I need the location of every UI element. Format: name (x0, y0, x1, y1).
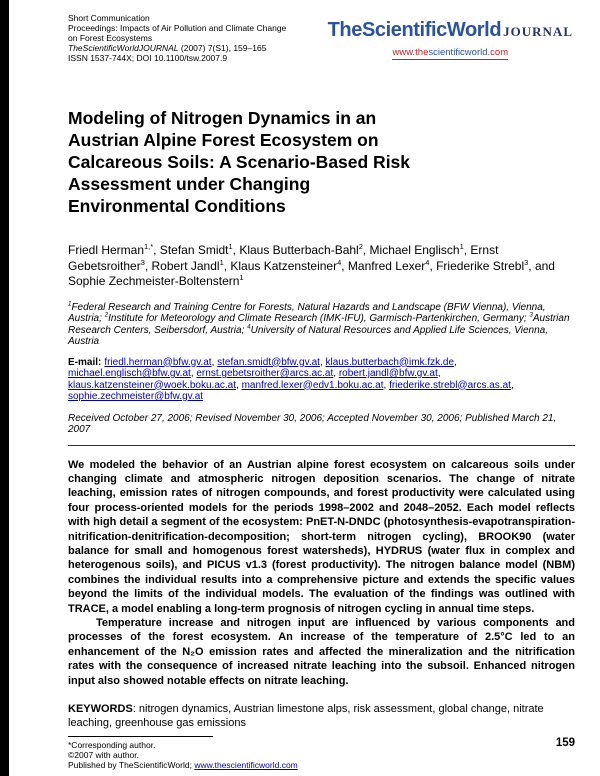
logo-the: The (327, 19, 362, 41)
keywords-label: KEYWORDS (68, 703, 133, 715)
issn-doi: ISSN 1537-744X; DOI 10.1100/tsw.2007.9 (68, 53, 228, 63)
title-line: Calcareous Soils: A Scenario-Based Risk (68, 152, 411, 172)
publisher-text: Published by TheScientificWorld; (68, 760, 195, 770)
email-link[interactable]: sophie.zechmeister@bfw.gv.at (68, 391, 204, 402)
journal-url-pre: www.the (392, 47, 429, 58)
title-line: Austrian Alpine Forest Ecosystem on (68, 130, 379, 150)
header-divider (68, 445, 575, 446)
title-line: Assessment under Changing (68, 174, 311, 194)
email-label: E-mail: (68, 356, 102, 368)
proceedings-line-1: Proceedings: Impacts of Air Pollution and Climate Change (68, 23, 287, 33)
abstract (68, 458, 575, 689)
journal-citation (68, 43, 286, 53)
journal-url-post: .com (487, 47, 509, 58)
email-link[interactable]: manfred.lexer@edv1.boku.ac.at (241, 379, 384, 391)
email-link[interactable]: klaus.butterbach@imk.fzk.de (325, 356, 455, 368)
title-line: Environmental Conditions (68, 196, 286, 216)
author-list: Friedl Herman$^{1,*}$, Stefan Smidt$^1$, Klaus Butterbach-Bahl$^2$, Michael Englisch$^1$, Ernst Gebetsroither$^3$, Robert Jandl$^1$, Klaus Katzensteiner$^4$, Manfred Lexer$^4$, Friederike Strebl$^3$, and Sophie Zechmeister-Boltenstern$^1$ (68, 242, 555, 288)
page-number: 159 (555, 737, 575, 749)
corresponding-author-note: *Corresponding author. (68, 740, 156, 750)
copyright-note: ©2007 with author. (68, 750, 140, 760)
journal-logo (328, 19, 573, 60)
page-footer (68, 736, 575, 770)
affiliations: $^1$Federal Research and Training Centre for Forests, Natural Hazards and Landscape (BFW Vienna), Vienna, Austria; $^2$Institute for Meteorology and Climate Research (IMK-IFU), Garmisch-Partenkirchen, Germany; $^3$Austrian Research Centers, Seibersdorf, Austria; $^4$University of Natural Resources and Applied Life Sciences, Vienna, Austria (68, 300, 570, 347)
email-link[interactable]: michael.englisch@bfw.gv.at (68, 368, 191, 379)
article-title (68, 107, 575, 217)
email-link[interactable]: friederike.strebl@arcs.as.at (389, 379, 511, 391)
citation-rest: (2007) 7(S1), 159–165 (178, 43, 267, 53)
paper-page (68, 0, 575, 730)
journal-url (392, 47, 508, 60)
scan-edge-artifact (0, 0, 9, 776)
email-link[interactable]: friedl.herman@bfw.gv.at (104, 356, 212, 368)
dates-line: Received October 27, 2006; Revised November 30, 2006; Accepted November 30, 2006; Published March 21, 2007 (68, 412, 557, 435)
email-link[interactable]: ernst.gebetsroither@arcs.ac.at (196, 368, 334, 379)
page-header (68, 13, 575, 63)
keywords (68, 702, 575, 730)
journal-logo-wordmark (328, 19, 573, 42)
publisher-url-link[interactable]: www.thescientificworld.com (194, 760, 298, 770)
abstract-paragraph-2: Temperature increase and nitrogen input are influenced by various components and processes of the forest ecosystem. An increase of the temperature of 2.5°C led to an enhancement of the N₂O emission rates and affected the mineralization and the nitrification rates with the consequence of increased nitrate leaching into the subsoil. Enhanced nitrogen input also showed notable effects on nitrate leaching. (68, 616, 575, 687)
email-links: friedl.herman@bfw.gv.at, stefan.smidt@bfw.gv.at, klaus.butterbach@imk.fzk.de, michael.englisch@bfw.gv.at, ernst.gebetsroither@arcs.ac.at, robert.jandl@bfw.gv.at, klaus.katzensteiner@woek.boku.ac.at, manfred.lexer@edv1.boku.ac.at, friederike.strebl@arcs.as.at, sophie.zechmeister@bfw.gv.at (68, 356, 514, 402)
email-link[interactable]: klaus.katzensteiner@woek.boku.ac.at (68, 379, 237, 391)
journal-name: TheScientificWorldJOURNAL (68, 43, 179, 53)
logo-journal-text: JOURNAL (503, 24, 573, 39)
footnote-divider (68, 736, 213, 737)
proceedings-line-2: on Forest Ecosystems (68, 33, 153, 43)
journal-url-mid: scientificworld (428, 47, 488, 58)
publisher-note (68, 760, 575, 770)
article-type: Short Communication (68, 13, 150, 23)
abstract-paragraph-1: We modeled the behavior of an Austrian alpine forest ecosystem on calcareous soils under changing climate and atmospheric nitrogen deposition scenarios. The change of nitrate leaching, emission rates of nitrogen compounds, and forest productivity were calculated using four process-oriented models for the periods 1998–2002 and 2048–2052. Each model reflects with high detail a segment of the ecosystem: PnET-N-DNDC (photosynthesis-evapotranspiration-nitrification-denitrification-decomposition; short-term nitrogen cycling), BROOK90 (water balance for small and homogenous forest watersheds), HYDRUS (water flux in complex and heterogenous soils), and PICUS v1.3 (forest productivity). The nitrogen balance model (NBM) combines the individual results into a comprehensive picture and extends the specific values beyond the limits of the individual models. The evaluation of the findings was outlined with TRACE, a model enabling a long-term prognosis of nitrogen cycling in annual time steps. (68, 458, 575, 615)
email-link[interactable]: robert.jandl@bfw.gv.at (338, 368, 438, 379)
keywords-list: : nitrogen dynamics, Austrian limestone alps, risk assessment, global change, nitrate leaching, greenhouse gas emissions (68, 703, 544, 729)
email-link[interactable]: stefan.smidt@bfw.gv.at (217, 356, 320, 368)
logo-scientific: Scientific (361, 19, 447, 41)
email-block (68, 357, 575, 403)
title-line: Modeling of Nitrogen Dynamics in an (68, 108, 377, 128)
logo-world: World (446, 19, 502, 41)
header-meta (68, 13, 286, 63)
